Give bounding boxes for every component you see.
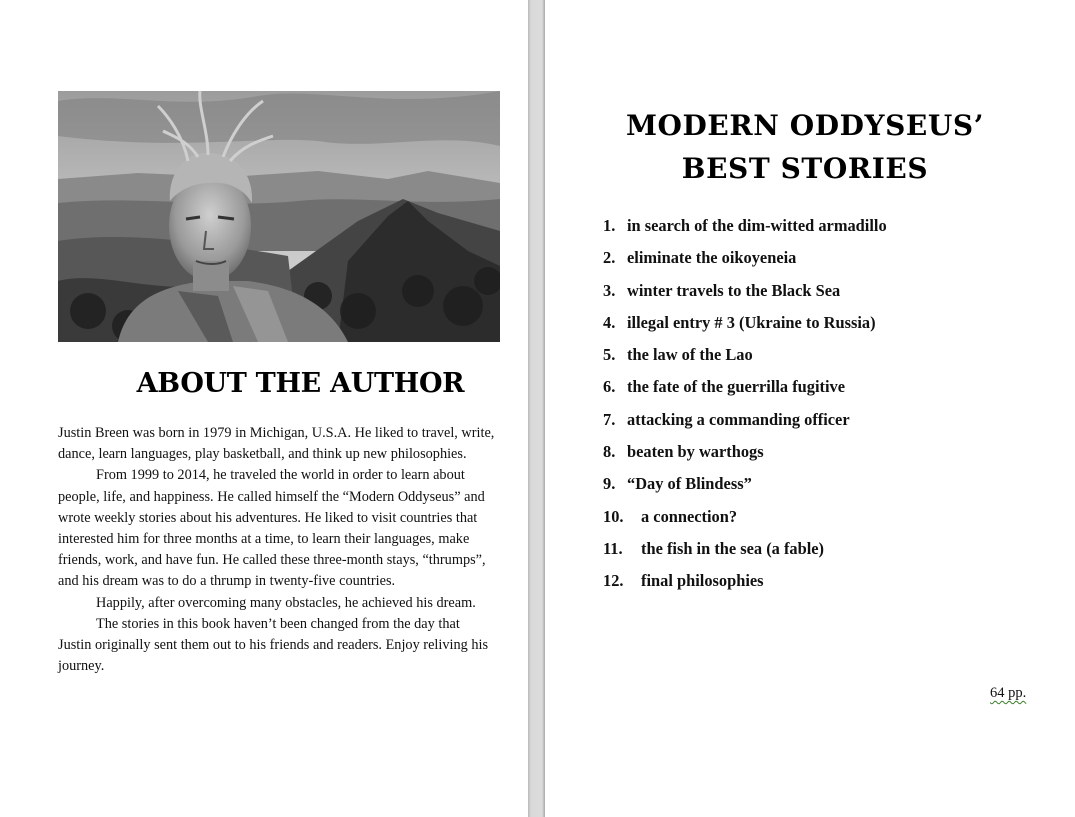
- story-number: 4.: [603, 312, 616, 332]
- story-item: [603, 341, 887, 373]
- story-item: [603, 373, 887, 405]
- story-title: eliminate the oikoyeneia: [627, 248, 797, 268]
- story-item: [603, 567, 887, 599]
- story-item: [603, 406, 887, 438]
- story-title: the fate of the guerrilla fugitive: [627, 377, 846, 397]
- story-number: 9.: [603, 474, 616, 494]
- author-bio: [58, 423, 495, 677]
- story-title: attacking a commanding officer: [627, 409, 850, 429]
- story-title: a connection?: [641, 506, 738, 526]
- story-title: “Day of Blindess”: [627, 474, 752, 494]
- story-title: the law of the Lao: [627, 345, 753, 365]
- bio-paragraph: The stories in this book haven’t been changed from the day that Justin originally sent them out to his friends and readers. Enjoy reliving his journey.: [58, 615, 489, 675]
- story-number: 1.: [603, 216, 616, 235]
- story-item: [603, 438, 887, 470]
- book-title-line: MODERN ODDYSEUS’: [625, 109, 985, 142]
- story-item: [603, 212, 887, 244]
- author-photo: [58, 91, 500, 342]
- author-photo-icon: [58, 91, 500, 342]
- story-list: [603, 212, 887, 600]
- story-item: [603, 244, 887, 276]
- left-page: [0, 0, 528, 817]
- story-title: the fish in the sea (a fable): [641, 538, 825, 558]
- story-title: in search of the dim-witted armadillo: [627, 216, 887, 235]
- bio-paragraph: Justin Breen was born in 1979 in Michigan, U.S.A. He liked to travel, write, dance, learn languages, play basketball, and think up new philosophies.: [58, 425, 495, 463]
- story-number: 5.: [603, 345, 616, 365]
- story-number: 6.: [603, 377, 616, 397]
- story-title: final philosophies: [641, 571, 764, 591]
- story-number: 11.: [603, 538, 623, 558]
- bio-paragraph: From 1999 to 2014, he traveled the world in order to learn about people, life, and happiness. He called himself the “Modern Oddyseus” and wrote weekly stories about his adventures. He liked to visit countries that interested him for three months at a time, to learn their languages, make friends, work, and have fun. He called these three-month stays, “thrumps”, and his dream was to do a thrump in twenty-five countries.: [58, 467, 486, 590]
- story-item: [603, 535, 887, 567]
- page-gutter: [528, 0, 545, 817]
- story-item: [603, 503, 887, 535]
- story-number: 3.: [603, 280, 616, 300]
- story-number: 8.: [603, 442, 616, 462]
- story-number: 7.: [603, 409, 616, 429]
- story-item: [603, 277, 887, 309]
- bio-paragraph: Happily, after overcoming many obstacles, he achieved his dream.: [96, 594, 476, 611]
- story-item: [603, 470, 887, 502]
- story-number: 12.: [603, 571, 624, 591]
- book-title-line: BEST STORIES: [681, 152, 929, 185]
- story-title: winter travels to the Black Sea: [627, 280, 841, 300]
- story-item: [603, 309, 887, 341]
- story-number: 10.: [603, 506, 624, 526]
- story-title: beaten by warthogs: [627, 442, 764, 462]
- page-count: 64 pp.: [990, 685, 1027, 701]
- story-title: illegal entry # 3 (Ukraine to Russia): [627, 312, 876, 332]
- story-number: 2.: [603, 248, 616, 268]
- about-author-heading: ABOUT THE AUTHOR: [136, 368, 465, 399]
- book-title: [545, 104, 1065, 190]
